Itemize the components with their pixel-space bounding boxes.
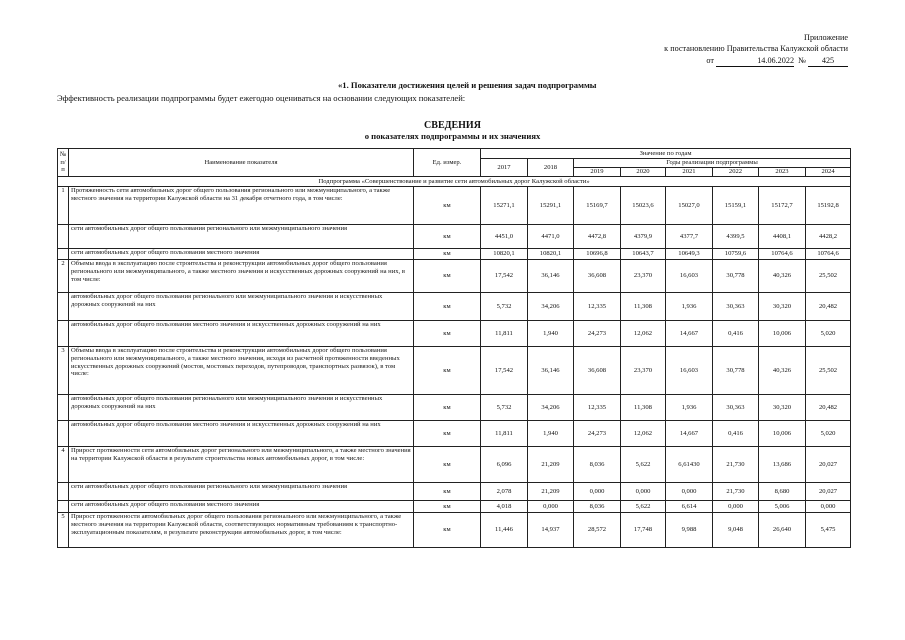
indicator-name: автомобильных дорог общего пользования регионального или межмуниципального значения и искусственных дорожных сооружений на них [69,293,414,321]
row-number [58,501,69,513]
indicator-value: 0,000 [713,501,759,513]
indicator-value: 1,940 [528,321,574,347]
indicator-value: 24,273 [574,321,621,347]
table-row [58,187,851,225]
indicator-value: 26,640 [759,513,806,548]
indicator-value: 16,603 [666,347,713,395]
table-row [58,483,851,501]
indicator-value: 34,206 [528,293,574,321]
indicator-name: Прирост протяженности сети автомобильных дорог регионального или межмуниципального, а также местного значения на территории Калужской области в результате строительства новых автомобильных дорог, в том числе: [69,447,414,483]
indicator-unit: км [414,483,481,501]
indicator-value: 4428,2 [806,225,851,249]
table-row [58,395,851,421]
indicator-value: 23,370 [621,347,666,395]
row-number [58,293,69,321]
indicator-value: 30,778 [713,347,759,395]
indicator-value: 9,988 [666,513,713,548]
indicator-value: 4451,0 [481,225,528,249]
indicator-value: 5,622 [621,447,666,483]
indicator-value: 28,572 [574,513,621,548]
indicator-value: 17,542 [481,347,528,395]
indicator-value: 15192,8 [806,187,851,225]
indicator-name: сети автомобильных дорог общего пользования регионального или межмуниципального значения [69,225,414,249]
appendix-label: Приложение [804,33,848,42]
year-header: 2023 [759,168,806,177]
indicator-value: 0,416 [713,321,759,347]
indicators-table [57,148,851,548]
indicator-value: 4399,5 [713,225,759,249]
indicator-unit: км [414,421,481,447]
indicator-value: 36,146 [528,347,574,395]
col-unit-header: Ед. измер. [414,149,481,177]
indicator-value: 15291,1 [528,187,574,225]
indicator-unit: км [414,513,481,548]
row-number: 4 [58,447,69,483]
indicator-name: сети автомобильных дорог общего пользования местного значения [69,249,414,260]
indicator-unit: км [414,293,481,321]
values-by-year-header: Значение по годам [481,149,851,159]
table-row [58,260,851,293]
indicator-value: 11,811 [481,421,528,447]
table-row [58,249,851,260]
row-number: 5 [58,513,69,548]
resolution-number: 425 [808,56,848,67]
row-number [58,395,69,421]
indicator-value: 25,502 [806,260,851,293]
indicator-value: 5,020 [806,421,851,447]
indicator-value: 11,308 [621,395,666,421]
year-header: 2024 [806,168,851,177]
indicator-value: 14,667 [666,321,713,347]
indicator-value: 12,335 [574,293,621,321]
indicator-value: 30,320 [759,395,806,421]
indicator-unit: км [414,447,481,483]
indicator-value: 10649,3 [666,249,713,260]
impl-years-header: Годы реализации подпрограммы [574,159,851,168]
indicator-value: 30,363 [713,395,759,421]
indicator-value: 12,062 [621,421,666,447]
indicator-value: 12,335 [574,395,621,421]
indicator-value: 15159,1 [713,187,759,225]
table-row [58,293,851,321]
indicator-value: 11,811 [481,321,528,347]
indicator-value: 21,730 [713,447,759,483]
indicator-name: Объемы ввода в эксплуатацию после строительства и реконструкции автомобильных дорог общего пользования регионального или межмуниципального, а также местного значения, исходя из расчетной протяженности введенных искусственных дорожных сооружений (мостов, мостовых переходов, путепроводов, транспортных развязок), в том числе: [69,347,414,395]
indicator-unit: км [414,501,481,513]
indicator-value: 17,542 [481,260,528,293]
indicator-value: 10764,6 [759,249,806,260]
indicator-value: 12,062 [621,321,666,347]
indicator-value: 4408,1 [759,225,806,249]
indicator-value: 10643,7 [621,249,666,260]
indicator-value: 40,326 [759,260,806,293]
indicator-value: 10,006 [759,321,806,347]
indicator-value: 0,000 [806,501,851,513]
table-row [58,447,851,483]
table-row [58,421,851,447]
indicator-value: 2,078 [481,483,528,501]
indicator-value: 15169,7 [574,187,621,225]
indicator-value: 20,482 [806,293,851,321]
indicator-unit: км [414,260,481,293]
indicator-value: 30,320 [759,293,806,321]
indicator-value: 36,146 [528,260,574,293]
indicator-value: 10,006 [759,421,806,447]
year-header: 2018 [528,159,574,177]
indicator-value: 5,006 [759,501,806,513]
indicator-name: автомобильных дорог общего пользования местного значения и искусственных дорожных сооружений на них [69,421,414,447]
indicator-unit: км [414,347,481,395]
indicator-value: 21,730 [713,483,759,501]
indicator-value: 10696,8 [574,249,621,260]
table-row [58,225,851,249]
table-row [58,513,851,548]
doc-subtitle: о показателях подпрограммы и их значениях [364,131,541,141]
indicator-value: 10764,6 [806,249,851,260]
indicator-value: 36,608 [574,260,621,293]
indicator-name: сети автомобильных дорог общего пользования регионального или межмуниципального значения [69,483,414,501]
table-row [58,501,851,513]
indicator-value: 10820,1 [528,249,574,260]
indicator-value: 14,937 [528,513,574,548]
indicator-value: 5,475 [806,513,851,548]
indicator-value: 1,936 [666,395,713,421]
row-number [58,483,69,501]
indicator-name: сети автомобильных дорог общего пользования местного значения [69,501,414,513]
indicator-name: автомобильных дорог общего пользования регионального или межмуниципального значения и искусственных дорожных сооружений на них [69,395,414,421]
indicator-value: 20,027 [806,447,851,483]
indicator-value: 16,603 [666,260,713,293]
indicator-value: 4472,8 [574,225,621,249]
indicator-value: 11,308 [621,293,666,321]
table-row [58,321,851,347]
indicator-value: 1,940 [528,421,574,447]
indicator-value: 15027,0 [666,187,713,225]
indicator-unit: км [414,187,481,225]
indicator-value: 8,036 [574,447,621,483]
indicator-value: 0,000 [574,483,621,501]
indicator-value: 8,036 [574,501,621,513]
indicator-value: 4377,7 [666,225,713,249]
resolution-date-line [706,56,848,67]
indicator-unit: км [414,395,481,421]
indicator-value: 13,686 [759,447,806,483]
indicator-value: 0,416 [713,421,759,447]
indicator-value: 10759,6 [713,249,759,260]
indicator-value: 8,680 [759,483,806,501]
indicator-value: 5,732 [481,293,528,321]
indicator-value: 17,748 [621,513,666,548]
indicator-value: 11,446 [481,513,528,548]
indicator-value: 15271,1 [481,187,528,225]
row-number: 3 [58,347,69,395]
indicator-value: 5,020 [806,321,851,347]
indicator-value: 23,370 [621,260,666,293]
year-header: 2019 [574,168,621,177]
indicator-value: 15172,7 [759,187,806,225]
indicator-value: 21,209 [528,483,574,501]
doc-title: СВЕДЕНИЯ [424,120,481,131]
indicator-value: 6,61430 [666,447,713,483]
intro-text: Эффективность реализации подпрограммы будет ежегодно оцениваться на основании следующих показателей: [57,93,466,103]
indicator-name: Прирост протяженности автомобильных дорог общего пользования регионального или межмуниципального, а также местного значения на территории Калужской области, соответствующих нормативным требованиям к транспортно-эксплуатационным показателям, в результате реконструкции автомобильных дорог, в том числе: [69,513,414,548]
indicator-value: 4379,9 [621,225,666,249]
indicator-value: 15023,6 [621,187,666,225]
row-number [58,249,69,260]
indicator-value: 1,936 [666,293,713,321]
row-number [58,421,69,447]
indicator-value: 10820,1 [481,249,528,260]
indicator-value: 4,018 [481,501,528,513]
indicator-value: 14,667 [666,421,713,447]
section-title: «1. Показатели достижения целей и решения задач подпрограммы [338,80,597,90]
table-row [58,347,851,395]
indicator-value: 9,048 [713,513,759,548]
resolution-label: к постановлению Правительства Калужской области [664,44,848,53]
year-header: 2021 [666,168,713,177]
number-label: № [798,56,806,65]
indicator-name: Объемы ввода в эксплуатацию после строительства и реконструкции автомобильных дорог общего пользования регионального или межмуниципального, а также местного значения и искусственных дорожных сооружений на них, в том числе: [69,260,414,293]
indicator-unit: км [414,321,481,347]
indicator-value: 20,482 [806,395,851,421]
indicator-value: 6,614 [666,501,713,513]
resolution-date: 14.06.2022 [716,56,794,67]
col-num-header: № п/п [58,149,69,177]
indicator-value: 34,206 [528,395,574,421]
indicator-value: 25,502 [806,347,851,395]
indicator-value: 5,622 [621,501,666,513]
year-header: 2020 [621,168,666,177]
from-label: от [706,56,714,65]
col-name-header: Наименование показателя [69,149,414,177]
indicator-unit: км [414,249,481,260]
subprogram-row: Подпрограмма «Совершенствование и развитие сети автомобильных дорог Калужской области» [58,177,851,187]
indicator-value: 5,732 [481,395,528,421]
year-header: 2022 [713,168,759,177]
indicator-value: 6,096 [481,447,528,483]
indicator-value: 30,363 [713,293,759,321]
indicator-unit: км [414,225,481,249]
row-number [58,321,69,347]
indicator-value: 21,209 [528,447,574,483]
indicator-value: 0,000 [621,483,666,501]
indicator-value: 30,778 [713,260,759,293]
indicator-value: 4471,0 [528,225,574,249]
indicator-value: 40,326 [759,347,806,395]
indicator-value: 24,273 [574,421,621,447]
indicator-value: 36,608 [574,347,621,395]
indicator-value: 0,000 [528,501,574,513]
indicator-name: автомобильных дорог общего пользования местного значения и искусственных дорожных сооружений на них [69,321,414,347]
indicator-value: 0,000 [666,483,713,501]
row-number [58,225,69,249]
row-number: 2 [58,260,69,293]
row-number: 1 [58,187,69,225]
indicator-name: Протяженность сети автомобильных дорог общего пользования регионального или межмуниципального, а также местного значения на территории Калужской области на 31 декабря отчетного года, в том числе: [69,187,414,225]
year-header: 2017 [481,159,528,177]
indicator-value: 20,027 [806,483,851,501]
